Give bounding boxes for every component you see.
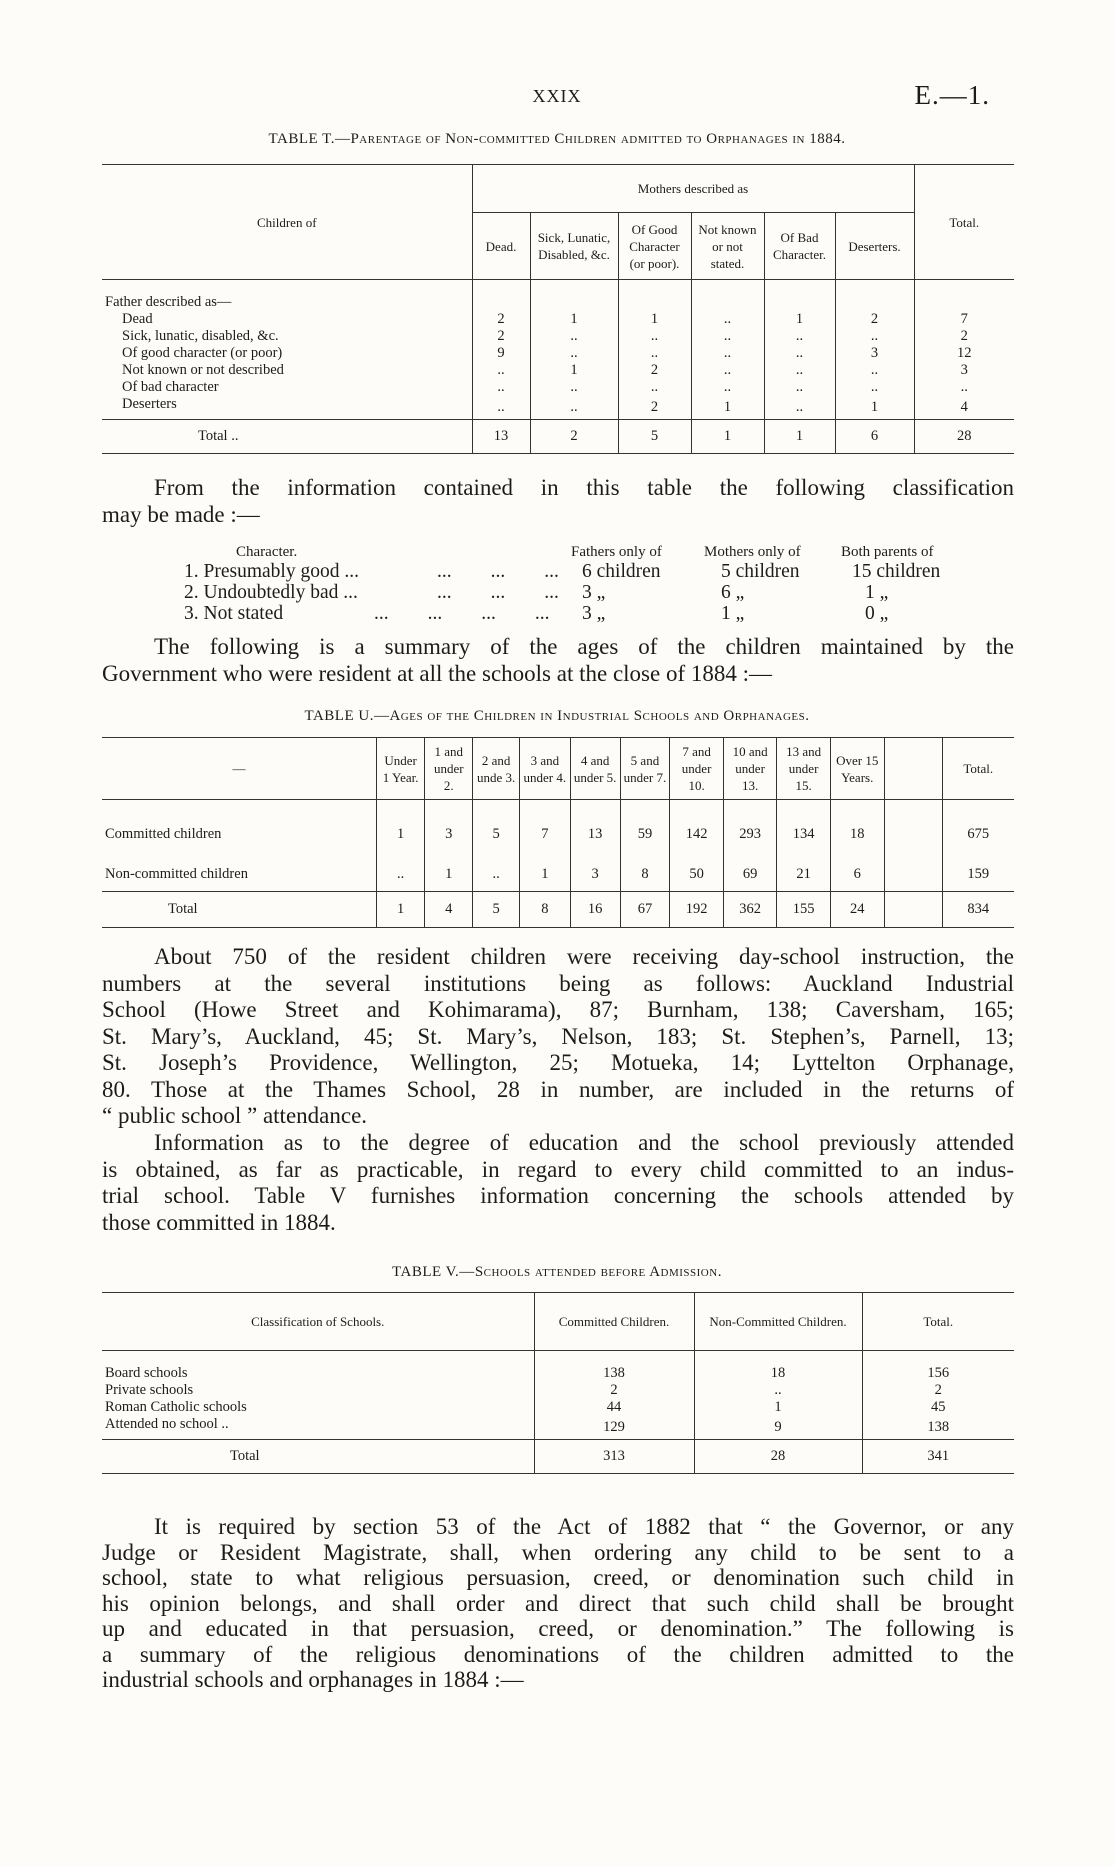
cell: 313 [534, 1440, 694, 1474]
text-line: a summary of the religious denominations of the children admitted to the [102, 1641, 1014, 1667]
classification-row-label: 1. Presumably good ... [184, 561, 359, 582]
cell: 1 [377, 800, 425, 858]
paragraph-3 [102, 944, 1014, 1130]
cell: 1 [691, 420, 764, 454]
text-line: trial school. Table V furnishes information concerning the schools attended by [102, 1183, 1014, 1208]
text-line: School (Howe Street and Kohimarama), 87; Burnham, 138; Caversham, 165; [102, 997, 1014, 1022]
table-t-caption-text: Parentage of Non-committed Children admitted to Orphanages in 1884. [350, 131, 846, 147]
classification-both: 0 „ [865, 603, 889, 624]
cell: 142 [670, 800, 724, 858]
cell: .. [377, 858, 425, 892]
cell: .. [835, 328, 914, 345]
cell: 2 [618, 396, 691, 420]
cell: .. [764, 379, 835, 396]
cell: 1 [618, 311, 691, 328]
table-u-caption-text: Ages of the Children in Industrial Schools and Orphanages. [389, 708, 810, 724]
text-line: is obtained, as far as practicable, in regard to every child committed to an indus- [102, 1156, 1014, 1182]
classification-row-label: 3. Not stated [184, 603, 284, 624]
table-u-col-header: 7 and under 10. [670, 738, 724, 800]
table-total-row [102, 892, 1014, 928]
text-line: Judge or Resident Magistrate, shall, when ordering any child to be sent to a [102, 1539, 1014, 1565]
cell: .. [835, 379, 914, 396]
cell: 155 [777, 892, 831, 928]
cell: .. [618, 345, 691, 362]
classification-fathers: 3 „ [582, 582, 606, 603]
table-t-father-heading: Father described as— [102, 280, 472, 312]
cell-total: 138 [927, 1419, 950, 1435]
table-t-caption [0, 131, 1114, 148]
table-t-col-header: Of Good Character (or poor). [618, 213, 691, 280]
cell: 1 [530, 362, 618, 379]
row-label: Roman Catholic schools [102, 1399, 534, 1416]
cell-total: 675 [967, 826, 990, 843]
text-line: Government who were resident at all the schools at the close of 1884 :— [102, 661, 773, 686]
cell: 1 [694, 1399, 862, 1416]
cell: 2 [835, 311, 914, 328]
cell: 6 [835, 420, 914, 454]
classification-header-character: Character. [236, 544, 298, 560]
cell-total: 341 [927, 1448, 950, 1464]
classification-both: 15 children [852, 561, 941, 582]
cell: .. [530, 328, 618, 345]
table-u-total-header: Total. [963, 761, 994, 776]
table-row [102, 362, 1014, 379]
cell: 5 [473, 800, 520, 858]
classification-header-fathers: Fathers only of [571, 544, 662, 560]
cell: 1 [377, 892, 425, 928]
cell: .. [764, 328, 835, 345]
cell-total: .. [960, 379, 968, 395]
cell: 1 [425, 858, 473, 892]
table-u-col-header: 1 and under 2. [425, 738, 473, 800]
table-u-col-header: 10 and under 13. [723, 738, 777, 800]
cell: 5 [473, 892, 520, 928]
table-u-caption [0, 708, 1114, 725]
row-label: Total [102, 892, 377, 928]
table-u-stub-header: — [102, 738, 377, 800]
classification-row-label: 2. Undoubtedly bad ... [184, 582, 358, 603]
cell: 1 [764, 420, 835, 454]
cell: 2 [472, 311, 530, 328]
table-v [102, 1292, 1014, 1474]
leader-dots: ... ... ... [437, 561, 559, 582]
cell: .. [472, 362, 530, 379]
cell: 192 [670, 892, 724, 928]
table-t-col-header: Of Bad Character. [764, 213, 835, 280]
paragraph-5 [102, 1514, 1014, 1693]
cell: .. [530, 396, 618, 420]
cell: 13 [472, 420, 530, 454]
table-u-col-header: 5 and under 7. [620, 738, 670, 800]
classification-mothers: 6 „ [721, 582, 745, 603]
classification-fathers: 3 „ [582, 603, 606, 624]
cell: 2 [472, 328, 530, 345]
cell-total: 834 [967, 901, 990, 917]
table-row [102, 1351, 1014, 1383]
cell: .. [764, 396, 835, 420]
table-u-col-header: Over 15 Years. [830, 738, 884, 800]
cell: 3 [425, 800, 473, 858]
cell: 1 [519, 858, 570, 892]
table-row [102, 1382, 1014, 1399]
cell-total: 7 [960, 311, 968, 327]
table-t-caption-prefix: TABLE T.— [268, 131, 351, 147]
cell-total: 3 [960, 362, 968, 378]
cell: 28 [694, 1440, 862, 1474]
cell: 18 [694, 1351, 862, 1383]
table-row [102, 311, 1014, 328]
cell: 2 [534, 1382, 694, 1399]
table-row [102, 1399, 1014, 1416]
table-u-col-header: 4 and under 5. [570, 738, 620, 800]
cell: .. [472, 396, 530, 420]
cell: 3 [570, 858, 620, 892]
row-label: Total .. [102, 420, 472, 454]
text-line: may be made :— [102, 502, 260, 527]
table-v-header-total: Total. [923, 1314, 954, 1329]
classification-mothers: 5 children [721, 561, 800, 582]
cell-total: 159 [967, 865, 990, 882]
table-v-header-committed: Committed Children. [534, 1293, 694, 1351]
cell: 134 [777, 800, 831, 858]
cell: 18 [830, 800, 884, 858]
cell: 69 [723, 858, 777, 892]
table-v-caption [0, 1264, 1114, 1281]
cell-total: 2 [934, 1382, 942, 1398]
leader-dots: ... ... ... [437, 582, 559, 603]
cell: 7 [519, 800, 570, 858]
row-label: Committed children [102, 800, 377, 858]
cell: 16 [570, 892, 620, 928]
row-label: Of bad character [102, 379, 472, 396]
cell: .. [691, 379, 764, 396]
cell: .. [618, 379, 691, 396]
leader-dots: ... ... ... ... [374, 603, 550, 624]
cell: .. [691, 328, 764, 345]
table-row [102, 345, 1014, 362]
cell: 138 [534, 1351, 694, 1383]
table-row [102, 1416, 1014, 1440]
cell: 13 [570, 800, 620, 858]
table-t-total-header: Total. [949, 214, 980, 230]
cell-total: 12 [957, 345, 972, 361]
row-label: Total [102, 1440, 534, 1474]
row-label: Non-committed children [102, 858, 377, 892]
text-line: “ public school ” attendance. [102, 1103, 368, 1128]
cell: 9 [694, 1416, 862, 1440]
cell: 67 [620, 892, 670, 928]
cell-total: 4 [960, 399, 968, 415]
paragraph-2 [102, 633, 1014, 687]
text-line: Information as to the degree of education and the school previously attended [154, 1130, 1014, 1155]
cell-total: 2 [960, 328, 968, 344]
table-t-group-header: Mothers described as [472, 165, 914, 213]
table-row [102, 328, 1014, 345]
table-row [102, 800, 1014, 858]
cell: 24 [830, 892, 884, 928]
cell: .. [764, 345, 835, 362]
table-v-header-classification: Classification of Schools. [102, 1293, 534, 1351]
classification-header-mothers: Mothers only of [704, 544, 801, 560]
text-line: About 750 of the resident children were receiving day-school instruction, the [154, 944, 1014, 969]
cell: .. [691, 345, 764, 362]
text-line: industrial schools and orphanages in 1884 :— [102, 1667, 524, 1692]
cell: .. [691, 311, 764, 328]
paragraph-1 [102, 474, 1014, 528]
cell: 1 [530, 311, 618, 328]
table-u-caption-prefix: TABLE U.— [304, 708, 390, 724]
cell: 293 [723, 800, 777, 858]
table-t-row-header: Children of [102, 165, 472, 280]
cell: 1 [691, 396, 764, 420]
table-row [102, 858, 1014, 892]
text-line: school, state to what religious persuasion, creed, or denomination such child in [102, 1565, 1014, 1590]
cell: 50 [670, 858, 724, 892]
row-label: Deserters [102, 396, 472, 420]
table-u-col-header: Under 1 Year. [377, 738, 425, 800]
cell: 5 [618, 420, 691, 454]
table-t-col-header: Not known or not stated. [691, 213, 764, 280]
table-u-col-header: 13 and under 15. [777, 738, 831, 800]
cell: 129 [534, 1416, 694, 1440]
cell: 3 [835, 345, 914, 362]
page-number: XXIX [532, 86, 582, 106]
table-v-caption-prefix: TABLE V.— [392, 1264, 475, 1280]
text-line: up and educated in that persuasion, creed, or denomination.” The following is [102, 1616, 1014, 1641]
text-line: numbers at the several institutions being as follows: Auckland Industrial [102, 970, 1014, 996]
table-row [102, 379, 1014, 396]
cell-total: 156 [927, 1365, 950, 1381]
table-u [102, 737, 1014, 928]
table-t-col-header: Deserters. [835, 213, 914, 280]
cell-total: 45 [931, 1399, 946, 1415]
cell: 9 [472, 345, 530, 362]
table-row [102, 396, 1014, 420]
row-label: Sick, lunatic, disabled, &c. [102, 328, 472, 345]
text-line: St. Joseph’s Providence, Wellington, 25; Motueka, 14; Lyttelton Orphanage, [102, 1050, 1014, 1075]
row-label: Attended no school .. [102, 1416, 534, 1440]
cell: 1 [835, 396, 914, 420]
document-code: E.—1. [914, 80, 990, 110]
row-label: Board schools [102, 1351, 534, 1383]
row-label: Dead [102, 311, 472, 328]
classification-header-both: Both parents of [841, 544, 934, 560]
row-label: Not known or not described [102, 362, 472, 379]
cell: 21 [777, 858, 831, 892]
cell: .. [530, 345, 618, 362]
table-v-caption-text: Schools attended before Admission. [474, 1264, 722, 1280]
table-u-col-header: 2 and unde 3. [473, 738, 520, 800]
cell: .. [835, 362, 914, 379]
text-line: his opinion belongs, and shall order and direct that such child shall be brought [102, 1590, 1014, 1616]
text-line: St. Mary’s, Auckland, 45; St. Mary’s, Nelson, 183; St. Stephen’s, Parnell, 13; [102, 1023, 1014, 1049]
cell: 2 [530, 420, 618, 454]
cell: 8 [519, 892, 570, 928]
cell: .. [472, 379, 530, 396]
cell: 2 [618, 362, 691, 379]
cell: .. [618, 328, 691, 345]
cell: 4 [425, 892, 473, 928]
text-line: It is required by section 53 of the Act of 1882 that “ the Governor, or any [154, 1514, 1014, 1539]
cell: 362 [723, 892, 777, 928]
cell: .. [473, 858, 520, 892]
table-total-row [102, 420, 1014, 454]
text-line: From the information contained in this table the following classification [154, 475, 1014, 500]
table-t-col-header: Dead. [472, 213, 530, 280]
cell-total: 28 [957, 428, 972, 444]
cell: 1 [764, 311, 835, 328]
text-line: 80. Those at the Thames School, 28 in number, are included in the returns of [102, 1076, 1014, 1102]
cell: 44 [534, 1399, 694, 1416]
cell: .. [764, 362, 835, 379]
table-v-header-non-committed: Non-Committed Children. [694, 1293, 862, 1351]
cell: .. [694, 1382, 862, 1399]
row-label: Private schools [102, 1382, 534, 1399]
classification-mothers: 1 „ [721, 603, 745, 624]
row-label: Of good character (or poor) [102, 345, 472, 362]
table-t [102, 164, 1014, 454]
table-total-row [102, 1440, 1014, 1474]
cell: 59 [620, 800, 670, 858]
classification-both: 1 „ [865, 582, 889, 603]
paragraph-4 [102, 1130, 1014, 1236]
classification-fathers: 6 children [582, 561, 661, 582]
cell: .. [530, 379, 618, 396]
text-line: those committed in 1884. [102, 1209, 336, 1235]
table-u-col-header: 3 and under 4. [519, 738, 570, 800]
table-t-col-header: Sick, Lunatic, Disabled, &c. [530, 213, 618, 280]
cell: 8 [620, 858, 670, 892]
cell: 6 [830, 858, 884, 892]
cell: .. [691, 362, 764, 379]
text-line: The following is a summary of the ages of the children maintained by the [154, 634, 1014, 659]
